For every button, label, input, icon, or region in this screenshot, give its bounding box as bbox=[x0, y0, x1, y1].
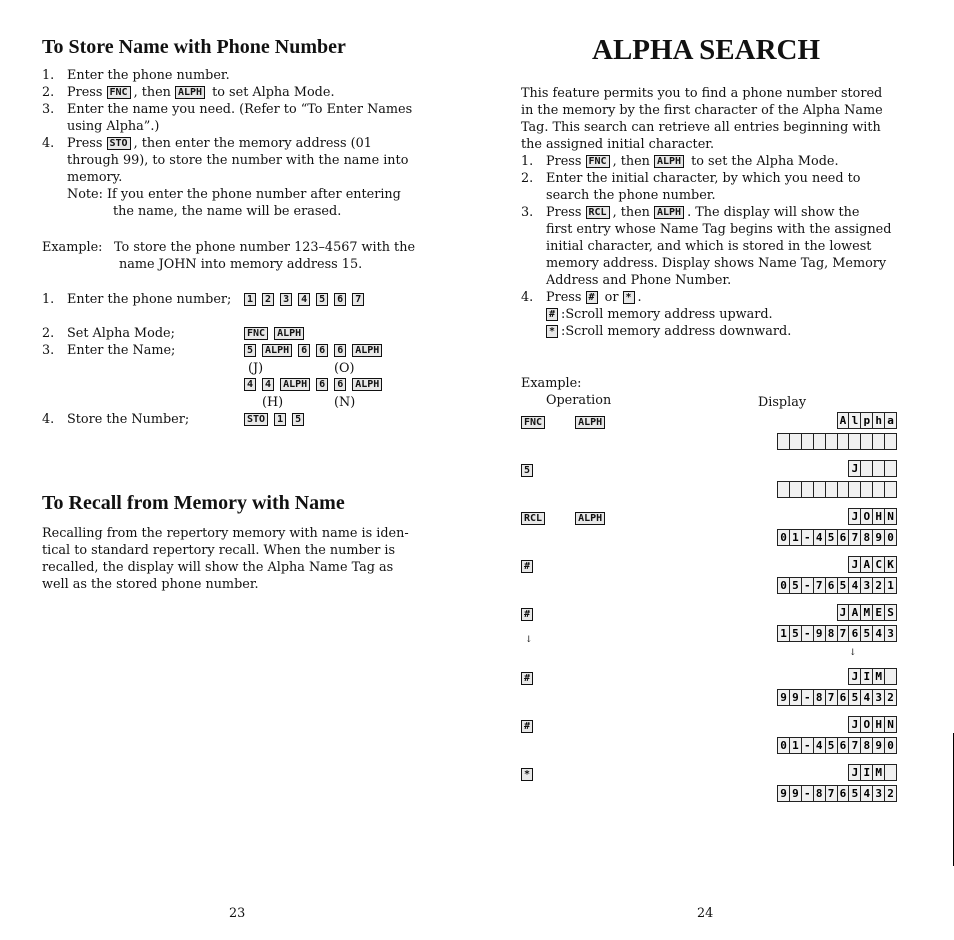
display-cell: N bbox=[884, 716, 897, 733]
example-step bbox=[42, 411, 442, 428]
display-cell: 1 bbox=[789, 529, 802, 546]
operation-keys bbox=[521, 604, 563, 623]
display-cell bbox=[884, 668, 897, 685]
sto-key: STO bbox=[244, 413, 268, 426]
name-letter-h: (H) bbox=[262, 395, 284, 410]
display-cell: 8 bbox=[860, 529, 873, 546]
example-label: Example: bbox=[42, 240, 103, 255]
alph-key: ALPH bbox=[654, 155, 684, 168]
example-step bbox=[42, 325, 442, 342]
step-text: Enter the phone number; bbox=[67, 292, 232, 307]
operation-keys bbox=[521, 460, 563, 479]
step-text bbox=[67, 84, 335, 101]
display-cell: I bbox=[860, 764, 873, 781]
display-cell: 9 bbox=[813, 625, 826, 642]
digit-key-5: 5 bbox=[316, 293, 328, 306]
display-cell: 9 bbox=[777, 689, 790, 706]
step-line bbox=[42, 84, 424, 101]
page-number-left: 23 bbox=[229, 906, 246, 921]
step-text: using Alpha”.) bbox=[67, 119, 160, 134]
operation-keys bbox=[521, 508, 605, 527]
display-cell: J bbox=[848, 764, 861, 781]
digit-key-4: 4 bbox=[298, 293, 310, 306]
display-cell bbox=[884, 481, 897, 498]
display-cell: E bbox=[872, 604, 885, 621]
display-cell bbox=[884, 764, 897, 781]
display-cell bbox=[884, 460, 897, 477]
step-text bbox=[67, 135, 372, 152]
digit-key-5: 5 bbox=[244, 344, 256, 357]
star-key: * bbox=[521, 768, 533, 781]
hash-key: # bbox=[521, 672, 533, 685]
alph-key: ALPH bbox=[280, 378, 310, 391]
digit-key-6: 6 bbox=[334, 293, 346, 306]
operation-keys bbox=[521, 764, 563, 783]
rcl-key: RCL bbox=[586, 206, 610, 219]
recall-heading: To Recall from Memory with Name bbox=[42, 492, 345, 514]
step-line bbox=[521, 221, 901, 238]
display-cell: - bbox=[801, 529, 814, 546]
display-cell: 5 bbox=[837, 577, 850, 594]
display-cell: - bbox=[801, 625, 814, 642]
display-cell: 7 bbox=[825, 689, 838, 706]
display-cell: 8 bbox=[813, 785, 826, 802]
digit-key-6: 6 bbox=[316, 378, 328, 391]
display-cell: 6 bbox=[848, 625, 861, 642]
key-sequence bbox=[244, 342, 388, 359]
display-phone-number bbox=[778, 689, 897, 706]
display-cell: I bbox=[860, 668, 873, 685]
display-phone-number bbox=[778, 577, 897, 594]
display-cell: 7 bbox=[848, 737, 861, 754]
step-text: Enter the initial character, by which you need to bbox=[546, 171, 861, 186]
paragraph-line: Tag. This search can retrieve all entries beginning with bbox=[521, 120, 881, 135]
step-text-part: . bbox=[637, 290, 642, 305]
display-header: Display bbox=[758, 395, 807, 410]
step-text: first entry whose Name Tag begins with the assigned bbox=[546, 222, 892, 237]
display-cell: - bbox=[801, 689, 814, 706]
display-cell: 0 bbox=[884, 529, 897, 546]
step-number: 1. bbox=[521, 154, 534, 169]
paragraph-line: the assigned initial character. bbox=[521, 137, 715, 152]
display-cell: 6 bbox=[837, 737, 850, 754]
operation-keys bbox=[521, 668, 563, 687]
digit-key-3: 3 bbox=[280, 293, 292, 306]
display-cell: 8 bbox=[825, 625, 838, 642]
display-cell: O bbox=[860, 508, 873, 525]
example-line-2: name JOHN into memory address 15. bbox=[119, 257, 363, 272]
hash-key: # bbox=[521, 560, 533, 573]
operation-keys bbox=[521, 716, 563, 735]
display-cell: H bbox=[872, 508, 885, 525]
example-label-right: Example: bbox=[521, 376, 582, 391]
alph-key: ALPH bbox=[274, 327, 304, 340]
step-text-part: , then bbox=[612, 205, 654, 220]
step-text: Enter the Name; bbox=[67, 343, 176, 358]
rcl-key: RCL bbox=[521, 512, 545, 525]
display-cell: A bbox=[848, 604, 861, 621]
display-cell: - bbox=[801, 785, 814, 802]
step-text: Store the Number; bbox=[67, 412, 190, 427]
step-line bbox=[42, 101, 424, 118]
display-cell: C bbox=[872, 556, 885, 573]
display-cell: 5 bbox=[825, 529, 838, 546]
step-text-part: or bbox=[600, 290, 623, 305]
display-cell: 6 bbox=[837, 785, 850, 802]
display-cell: 7 bbox=[813, 577, 826, 594]
example-step bbox=[42, 359, 442, 376]
display-cell: A bbox=[860, 556, 873, 573]
paragraph-line: Recalling from the repertory memory with name is iden- bbox=[42, 526, 409, 541]
step-text: Address and Phone Number. bbox=[546, 273, 732, 288]
example-step bbox=[42, 376, 442, 393]
down-arrow-icon: ↓ bbox=[525, 635, 533, 645]
step-number: 2. bbox=[521, 171, 534, 186]
step-text: Note: If you enter the phone number after entering bbox=[67, 187, 401, 202]
display-cell: 4 bbox=[872, 625, 885, 642]
key-sequence bbox=[244, 411, 310, 428]
step-line bbox=[521, 255, 901, 272]
display-name-tag bbox=[849, 716, 897, 733]
display-cell: 3 bbox=[872, 785, 885, 802]
key-sequence bbox=[244, 291, 370, 308]
search-steps bbox=[521, 153, 901, 306]
alph-key: ALPH bbox=[352, 344, 382, 357]
step-text-part: , then bbox=[612, 154, 654, 169]
step-line bbox=[521, 204, 901, 221]
page-title: ALPHA SEARCH bbox=[592, 34, 821, 66]
display-cell: 9 bbox=[872, 529, 885, 546]
step-line bbox=[42, 169, 424, 186]
display-cell: - bbox=[801, 577, 814, 594]
digit-key-7: 7 bbox=[352, 293, 364, 306]
name-letter-o: (O) bbox=[334, 361, 355, 376]
alph-key: ALPH bbox=[575, 416, 605, 429]
display-cell: 6 bbox=[837, 689, 850, 706]
step-text: the name, the name will be erased. bbox=[113, 204, 342, 219]
display-cell: 0 bbox=[777, 577, 790, 594]
page-number-right: 24 bbox=[697, 906, 714, 921]
display-cell: J bbox=[848, 556, 861, 573]
display-phone-number bbox=[778, 785, 897, 802]
alph-key: ALPH bbox=[654, 206, 684, 219]
name-letter-j: (J) bbox=[248, 361, 264, 376]
step-text-part: Press bbox=[67, 136, 107, 151]
star-key: * bbox=[623, 291, 635, 304]
step-number: 1. bbox=[42, 68, 55, 83]
display-cell: 4 bbox=[848, 577, 861, 594]
step-number: 2. bbox=[42, 85, 55, 100]
name-letter-n: (N) bbox=[334, 395, 356, 410]
display-cell: M bbox=[872, 668, 885, 685]
display-cell: 2 bbox=[872, 577, 885, 594]
display-cell bbox=[884, 433, 897, 450]
fnc-key: FNC bbox=[244, 327, 268, 340]
digit-key-1: 1 bbox=[244, 293, 256, 306]
step-line bbox=[42, 118, 424, 135]
display-phone-number bbox=[778, 737, 897, 754]
display-cell: M bbox=[860, 604, 873, 621]
display-cell: 8 bbox=[860, 737, 873, 754]
display-cell: 7 bbox=[848, 529, 861, 546]
display-cell: 5 bbox=[789, 577, 802, 594]
display-cell: 2 bbox=[884, 689, 897, 706]
digit-key-6: 6 bbox=[316, 344, 328, 357]
display-phone-number bbox=[778, 625, 897, 642]
display-cell: 1 bbox=[789, 737, 802, 754]
example-step bbox=[42, 342, 442, 359]
store-steps bbox=[42, 67, 424, 220]
down-arrow-icon: ↓ bbox=[849, 648, 857, 658]
paragraph-line: well as the stored phone number. bbox=[42, 577, 259, 592]
digit-key-6: 6 bbox=[334, 344, 346, 357]
step-line bbox=[521, 170, 901, 187]
display-cell: J bbox=[848, 668, 861, 685]
display-cell: 6 bbox=[837, 529, 850, 546]
digit-key-4: 4 bbox=[262, 378, 274, 391]
step-text-part: , then bbox=[133, 85, 175, 100]
display-cell: N bbox=[884, 508, 897, 525]
paragraph-line: recalled, the display will show the Alpha Name Tag as bbox=[42, 560, 394, 575]
step-text bbox=[546, 289, 642, 306]
display-name-tag bbox=[849, 460, 897, 477]
scroll-down-note: * :Scroll memory address downward. bbox=[546, 323, 791, 340]
display-cell: 3 bbox=[860, 577, 873, 594]
step-number: 3. bbox=[42, 102, 55, 117]
display-cell: - bbox=[801, 737, 814, 754]
display-phone-number bbox=[778, 481, 897, 498]
display-cell: 7 bbox=[837, 625, 850, 642]
step-text-part: Press bbox=[546, 290, 586, 305]
operation-header: Operation bbox=[546, 393, 612, 408]
display-cell: 9 bbox=[872, 737, 885, 754]
display-cell: 0 bbox=[777, 529, 790, 546]
display-cell: 5 bbox=[848, 785, 861, 802]
step-text: memory address. Display shows Name Tag, Memory bbox=[546, 256, 887, 271]
alph-key: ALPH bbox=[262, 344, 292, 357]
alph-key: ALPH bbox=[175, 86, 205, 99]
step-line bbox=[42, 135, 424, 152]
fnc-key: FNC bbox=[521, 416, 545, 429]
step-text-part: to set Alpha Mode. bbox=[208, 85, 335, 100]
display-cell: 5 bbox=[825, 737, 838, 754]
hash-key: # bbox=[586, 291, 598, 304]
display-cell: 1 bbox=[884, 577, 897, 594]
step-text: memory. bbox=[67, 170, 123, 185]
hash-key: # bbox=[521, 608, 533, 621]
display-name-tag bbox=[849, 556, 897, 573]
step-text bbox=[546, 204, 860, 221]
step-text: Enter the name you need. (Refer to “To Enter Names bbox=[67, 102, 413, 117]
display-cell: 4 bbox=[813, 529, 826, 546]
display-cell: S bbox=[884, 604, 897, 621]
sto-key: STO bbox=[107, 137, 131, 150]
display-cell: 4 bbox=[813, 737, 826, 754]
display-cell: h bbox=[872, 412, 885, 429]
digit-key-5: 5 bbox=[292, 413, 304, 426]
step-line bbox=[42, 186, 424, 203]
step-text: search the phone number. bbox=[546, 188, 716, 203]
step-text-part: Press bbox=[67, 85, 107, 100]
step-line bbox=[42, 152, 424, 169]
display-cell: 5 bbox=[789, 625, 802, 642]
step-line bbox=[42, 203, 424, 220]
step-text-part: , then enter the memory address (01 bbox=[133, 136, 372, 151]
alph-key: ALPH bbox=[575, 512, 605, 525]
display-cell: 9 bbox=[789, 785, 802, 802]
display-cell: J bbox=[848, 460, 861, 477]
alph-key: ALPH bbox=[352, 378, 382, 391]
step-number: 4. bbox=[521, 290, 534, 305]
scroll-up-note: # :Scroll memory address upward. bbox=[546, 306, 773, 323]
display-cell: A bbox=[837, 412, 850, 429]
example-steps bbox=[42, 291, 442, 431]
display-cell: 8 bbox=[813, 689, 826, 706]
display-phone-number bbox=[778, 529, 897, 546]
display-cell: 3 bbox=[872, 689, 885, 706]
step-number: 3. bbox=[521, 205, 534, 220]
hash-key: # bbox=[521, 720, 533, 733]
display-cell: 3 bbox=[884, 625, 897, 642]
step-text-part: Press bbox=[546, 154, 586, 169]
step-line bbox=[521, 272, 901, 289]
display-cell: 9 bbox=[777, 785, 790, 802]
step-number: 4. bbox=[42, 412, 55, 427]
step-text-part: Press bbox=[546, 205, 586, 220]
step-text: through 99), to store the number with the name into bbox=[67, 153, 409, 168]
display-cell: J bbox=[848, 716, 861, 733]
digit-key-6: 6 bbox=[298, 344, 310, 357]
step-number: 1. bbox=[42, 292, 55, 307]
display-cell: H bbox=[872, 716, 885, 733]
display-cell: J bbox=[848, 508, 861, 525]
intro-paragraph bbox=[521, 85, 901, 153]
step-line bbox=[521, 289, 901, 306]
display-cell: 6 bbox=[825, 577, 838, 594]
key-sequence bbox=[244, 325, 310, 342]
step-line bbox=[521, 187, 901, 204]
fnc-key: FNC bbox=[586, 155, 610, 168]
step-text: initial character, and which is stored in the lowest bbox=[546, 239, 872, 254]
key-sequence bbox=[244, 376, 388, 393]
display-name-tag bbox=[849, 508, 897, 525]
step-text-part: to set the Alpha Mode. bbox=[687, 154, 839, 169]
star-key: * bbox=[546, 325, 558, 338]
display-cell: a bbox=[884, 412, 897, 429]
digit-key-5: 5 bbox=[521, 464, 533, 477]
digit-key-2: 2 bbox=[262, 293, 274, 306]
display-cell: 4 bbox=[860, 689, 873, 706]
display-name-tag bbox=[838, 604, 897, 621]
step-number: 4. bbox=[42, 136, 55, 151]
step-text-part: . The display will show the bbox=[687, 205, 860, 220]
display-cell: 2 bbox=[884, 785, 897, 802]
display-cell: 7 bbox=[825, 785, 838, 802]
step-text: Enter the phone number. bbox=[67, 68, 230, 83]
fnc-key: FNC bbox=[107, 86, 131, 99]
display-cell: 1 bbox=[777, 625, 790, 642]
example-step bbox=[42, 291, 442, 308]
operation-keys bbox=[521, 556, 563, 575]
display-cell: K bbox=[884, 556, 897, 573]
display-cell: O bbox=[860, 716, 873, 733]
operation-keys bbox=[521, 412, 605, 431]
step-line bbox=[521, 238, 901, 255]
step-number: 3. bbox=[42, 343, 55, 358]
display-cell: 0 bbox=[884, 737, 897, 754]
display-cell: 4 bbox=[860, 785, 873, 802]
display-cell: 9 bbox=[789, 689, 802, 706]
step-number: 2. bbox=[42, 326, 55, 341]
display-name-tag bbox=[849, 668, 897, 685]
step-line bbox=[521, 153, 901, 170]
store-heading: To Store Name with Phone Number bbox=[42, 36, 346, 58]
display-cell: 5 bbox=[848, 689, 861, 706]
display-cell: p bbox=[860, 412, 873, 429]
paragraph-line: tical to standard repertory recall. When the number is bbox=[42, 543, 396, 558]
display-cell: 0 bbox=[777, 737, 790, 754]
hash-key: # bbox=[546, 308, 558, 321]
display-cell: J bbox=[837, 604, 850, 621]
paragraph-line: This feature permits you to find a phone number stored bbox=[521, 86, 883, 101]
display-name-tag bbox=[838, 412, 897, 429]
digit-key-1: 1 bbox=[274, 413, 286, 426]
paragraph-line: in the memory by the first character of the Alpha Name bbox=[521, 103, 883, 118]
digit-key-6: 6 bbox=[334, 378, 346, 391]
digit-key-4: 4 bbox=[244, 378, 256, 391]
display-cell: 5 bbox=[860, 625, 873, 642]
recall-paragraph bbox=[42, 525, 424, 593]
display-cell: l bbox=[848, 412, 861, 429]
display-name-tag bbox=[849, 764, 897, 781]
step-text: Set Alpha Mode; bbox=[67, 326, 175, 341]
example-line-1: To store the phone number 123–4567 with the bbox=[114, 240, 416, 255]
step-line bbox=[42, 67, 424, 84]
display-cell: M bbox=[872, 764, 885, 781]
step-text bbox=[546, 153, 839, 170]
display-phone-number bbox=[778, 433, 897, 450]
